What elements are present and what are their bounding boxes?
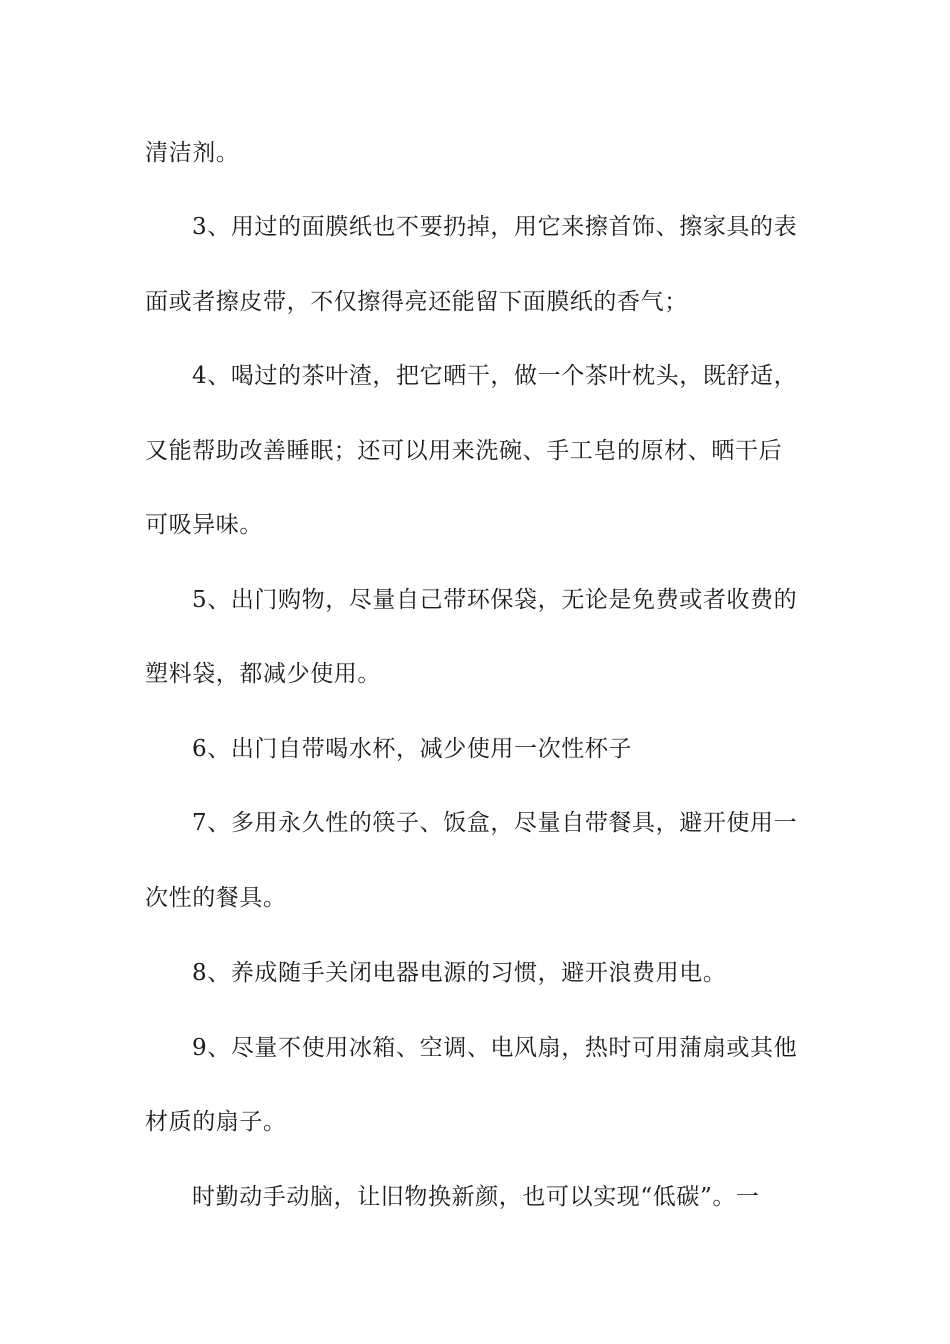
text-line: 又能帮助改善睡眠；还可以用来洗碗、手工皂的原材、晒干后 bbox=[145, 438, 783, 464]
text-line: 3、用过的面膜纸也不要扔掉，用它来擦首饰、擦家具的表 bbox=[192, 214, 798, 240]
text-line: 次性的餐具。 bbox=[145, 885, 287, 911]
text-line: 材质的扇子。 bbox=[145, 1109, 287, 1135]
text-line: 面或者擦皮带，不仅擦得亮还能留下面膜纸的香气； bbox=[145, 289, 688, 315]
text-line: 4、喝过的茶叶渣，把它晒干，做一个茶叶枕头，既舒适， bbox=[192, 363, 798, 389]
text-line: 清洁剂。 bbox=[145, 140, 240, 166]
text-line: 时勤动手动脑，让旧物换新颜，也可以实现“低碳”。一 bbox=[192, 1184, 760, 1210]
text-line: 可吸异味。 bbox=[145, 512, 263, 538]
text-line: 9、尽量不使用冰箱、空调、电风扇，热时可用蒲扇或其他 bbox=[192, 1035, 798, 1061]
text-line: 塑料袋，都减少使用。 bbox=[145, 661, 381, 687]
text-line: 5、出门购物，尽量自己带环保袋，无论是免费或者收费的 bbox=[192, 587, 798, 613]
text-line: 7、多用永久性的筷子、饭盒，尽量自带餐具，避开使用一 bbox=[192, 810, 798, 836]
text-line: 6、出门自带喝水杯，减少使用一次性杯子 bbox=[192, 736, 633, 762]
text-line: 8、养成随手关闭电器电源的习惯，避开浪费用电。 bbox=[192, 960, 727, 986]
